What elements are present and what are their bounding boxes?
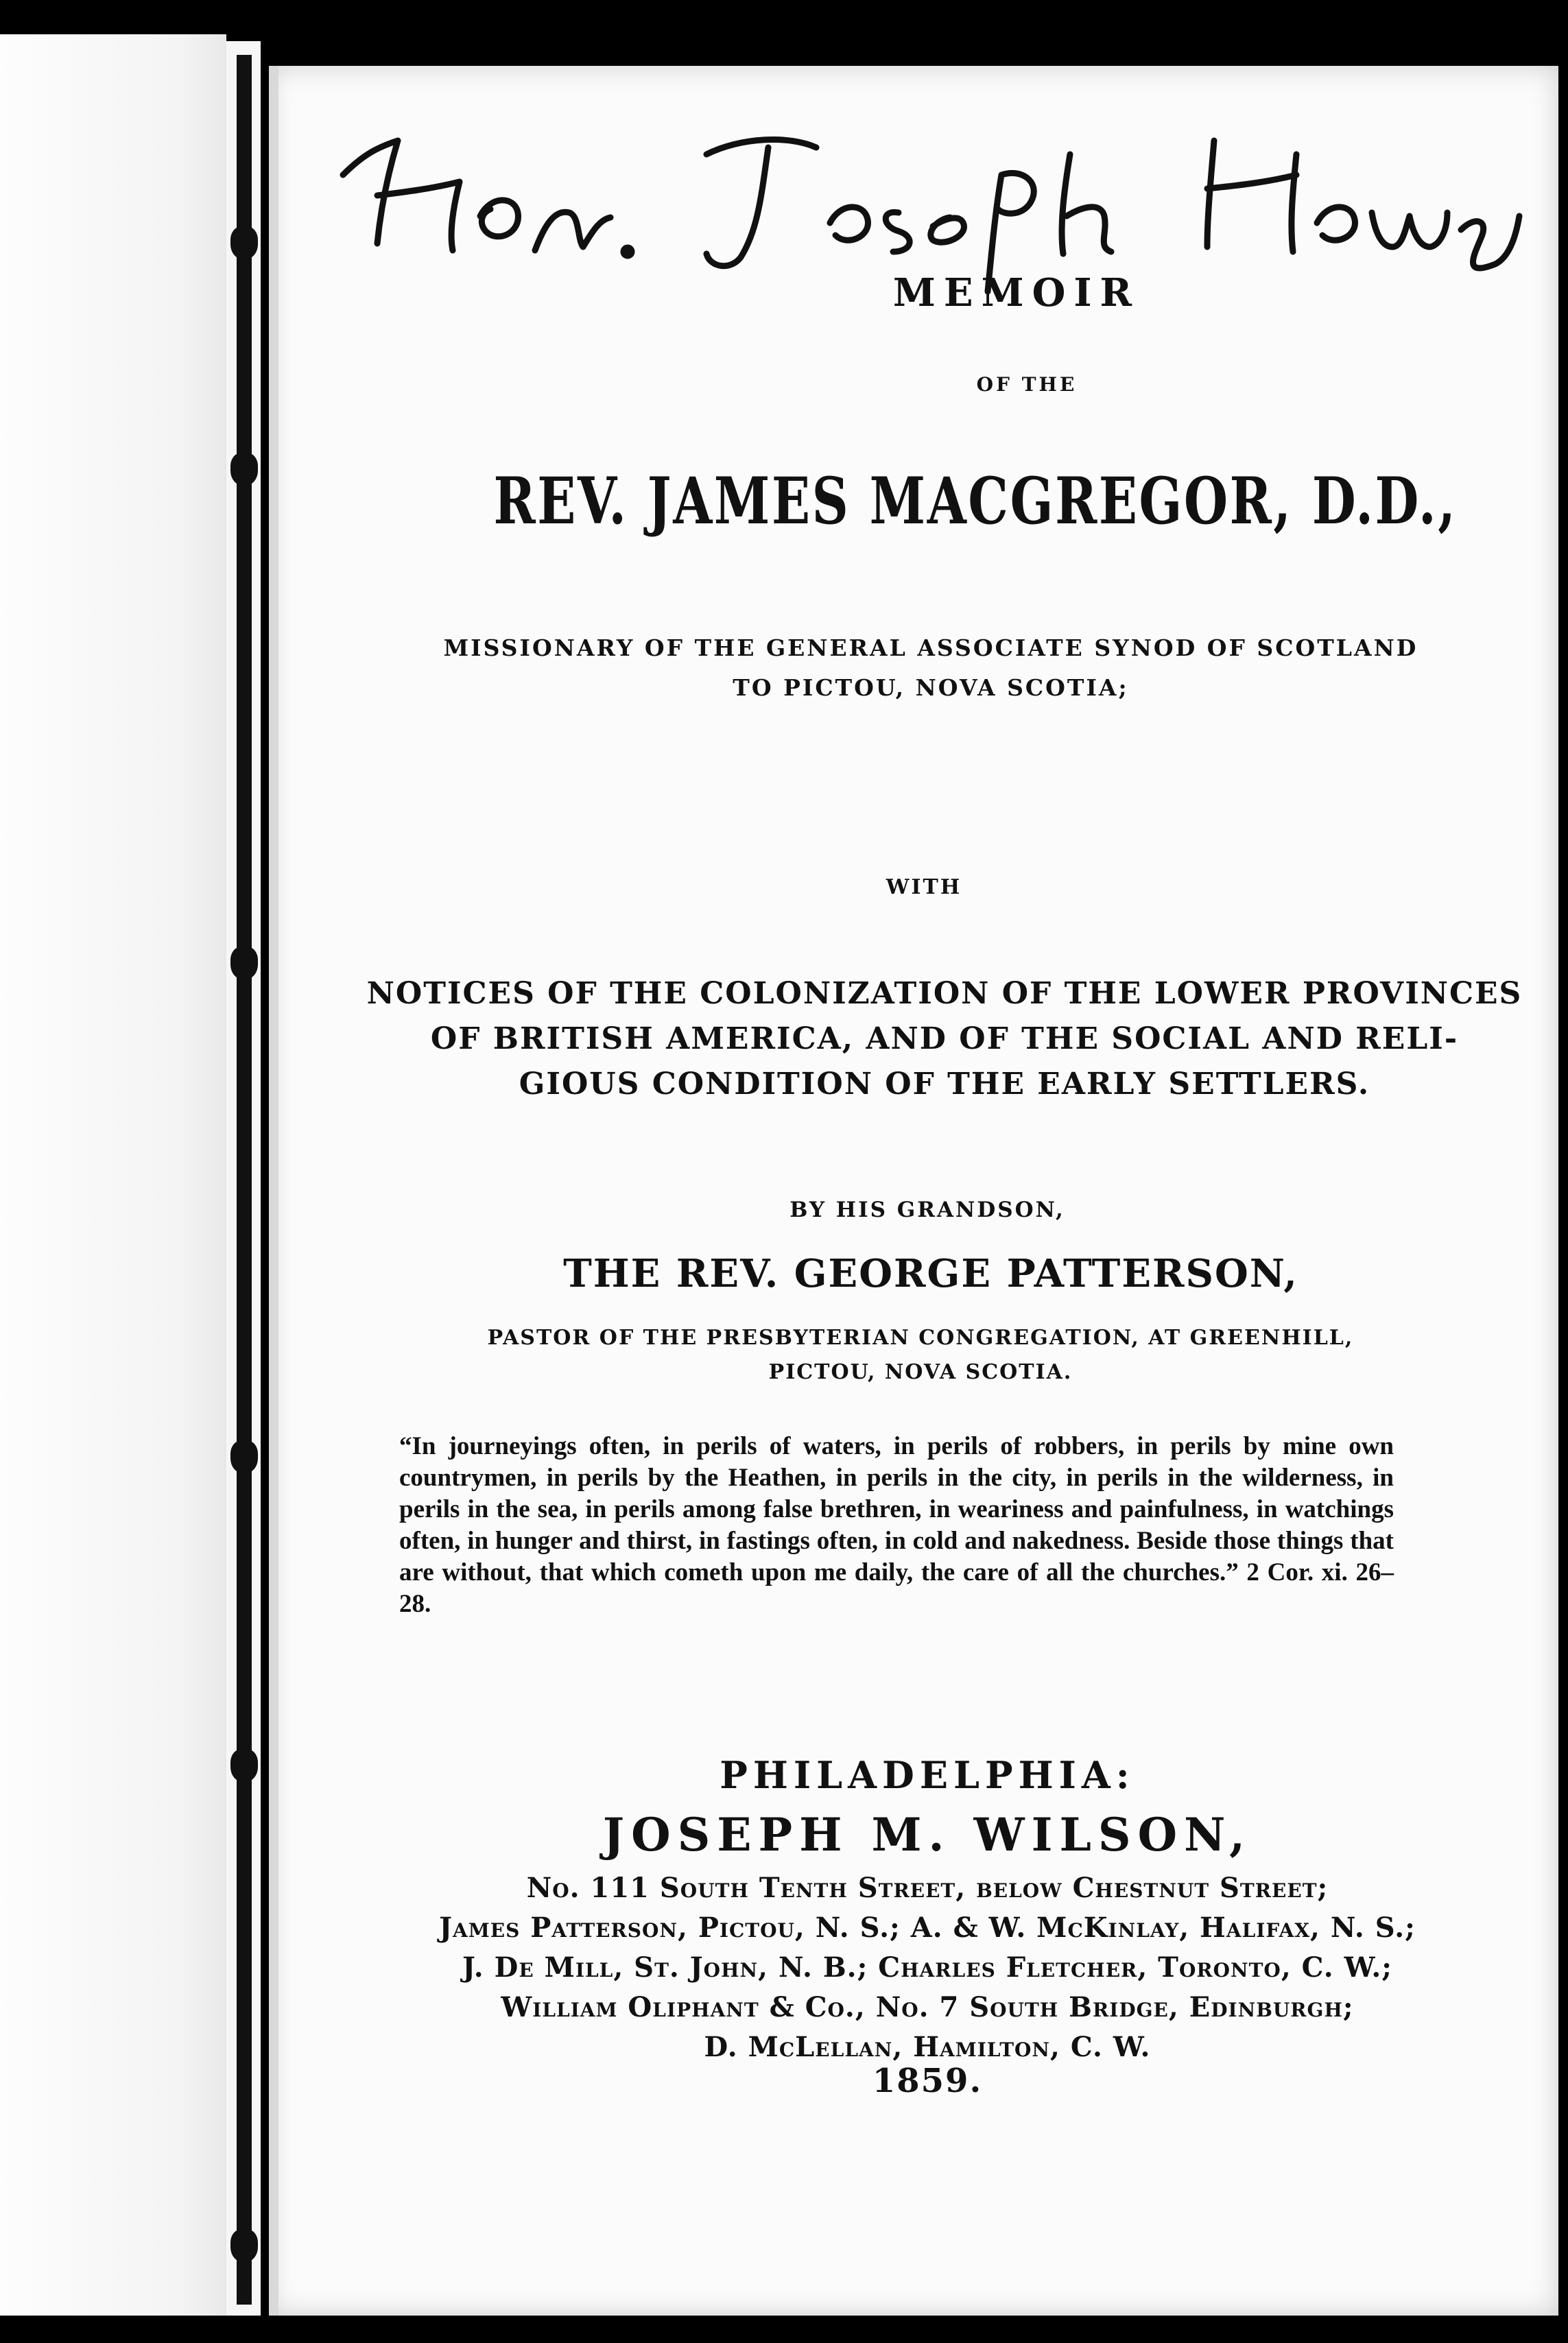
scan-bottom-border (0, 2316, 1568, 2343)
imprint-address-line: William Oliphant & Co., No. 7 South Bridge, Edinburgh; (501, 1991, 1354, 2023)
imprint-publisher: JOSEPH M. WILSON, (602, 1808, 1252, 1862)
missionary-description (303, 628, 1558, 708)
notices-subtitle (331, 971, 1558, 1107)
binding-stitch (230, 226, 258, 259)
binding-stitch (230, 1440, 258, 1473)
facing-page (0, 34, 226, 2318)
epigraph-quote: “In journeyings often, in perils of waters, in perils of robbers, in perils by mine own countrymen, in perils by the Heathen, in perils in the city, in perils in the wilderness, in perils in the sea, in perils among false brethren, in weariness and painfulness, in watchings often, in hunger and thirst, in fastings often, in cold and nakedness. Beside those things that are without, that which cometh upon me daily, the care of all the churches.” 2 Cor. xi. 26–28. (399, 1432, 1394, 1618)
author-position (283, 1321, 1558, 1390)
binding-stitch (230, 453, 258, 486)
position-line: PICTOU, NOVA SCOTIA. (768, 1360, 1073, 1384)
binding-stitch (230, 2229, 258, 2262)
imprint-year: 1859. (872, 2062, 983, 2100)
imprint-city: PHILADELPHIA: (720, 1753, 1135, 1797)
binding-spine (237, 55, 252, 2305)
handwritten-signature (322, 72, 1523, 298)
imprint-address-line: J. De Mill, St. John, N. B.; Charles Fletcher, Toronto, C. W.; (462, 1951, 1393, 1984)
signature-icon (322, 72, 1523, 298)
page-edge (269, 66, 278, 2316)
missionary-line: MISSIONARY OF THE GENERAL ASSOCIATE SYNOD OF SCOTLAND (443, 634, 1418, 661)
author-name: THE REV. GEORGE PATTERSON, (563, 1251, 1298, 1296)
imprint-address-line: D. McLellan, Hamilton, C. W. (704, 2031, 1151, 2063)
memoir-heading: MEMOIR (892, 270, 1141, 316)
binding-stitch (230, 1749, 258, 1782)
missionary-line: TO PICTOU, NOVA SCOTIA; (733, 674, 1129, 701)
imprint-address-line: James Patterson, Pictou, N. S.; A. & W. McKinlay, Halifax, N. S.; (439, 1912, 1416, 1944)
notices-line: NOTICES OF THE COLONIZATION OF THE LOWER PROVINCES (366, 976, 1523, 1011)
of-the-line: OF THE (976, 373, 1078, 396)
imprint-address-line: No. 111 South Tenth Street, below Chestnut Street; (526, 1872, 1329, 1904)
subject-name: REV. JAMES MACGREGOR, D.D., (493, 464, 1458, 539)
with-line: WITH (886, 875, 962, 899)
byline: BY HIS GRANDSON, (789, 1198, 1065, 1222)
notices-line: OF BRITISH AMERICA, AND OF THE SOCIAL AND RELI- (430, 1021, 1459, 1056)
binding-stitch (230, 947, 258, 979)
title-page (269, 66, 1558, 2316)
position-line: PASTOR OF THE PRESBYTERIAN CONGREGATION, AT GREENHILL, (487, 1326, 1354, 1350)
notices-line: GIOUS CONDITION OF THE EARLY SETTLERS. (519, 1067, 1370, 1102)
imprint-addresses (296, 1868, 1558, 2067)
